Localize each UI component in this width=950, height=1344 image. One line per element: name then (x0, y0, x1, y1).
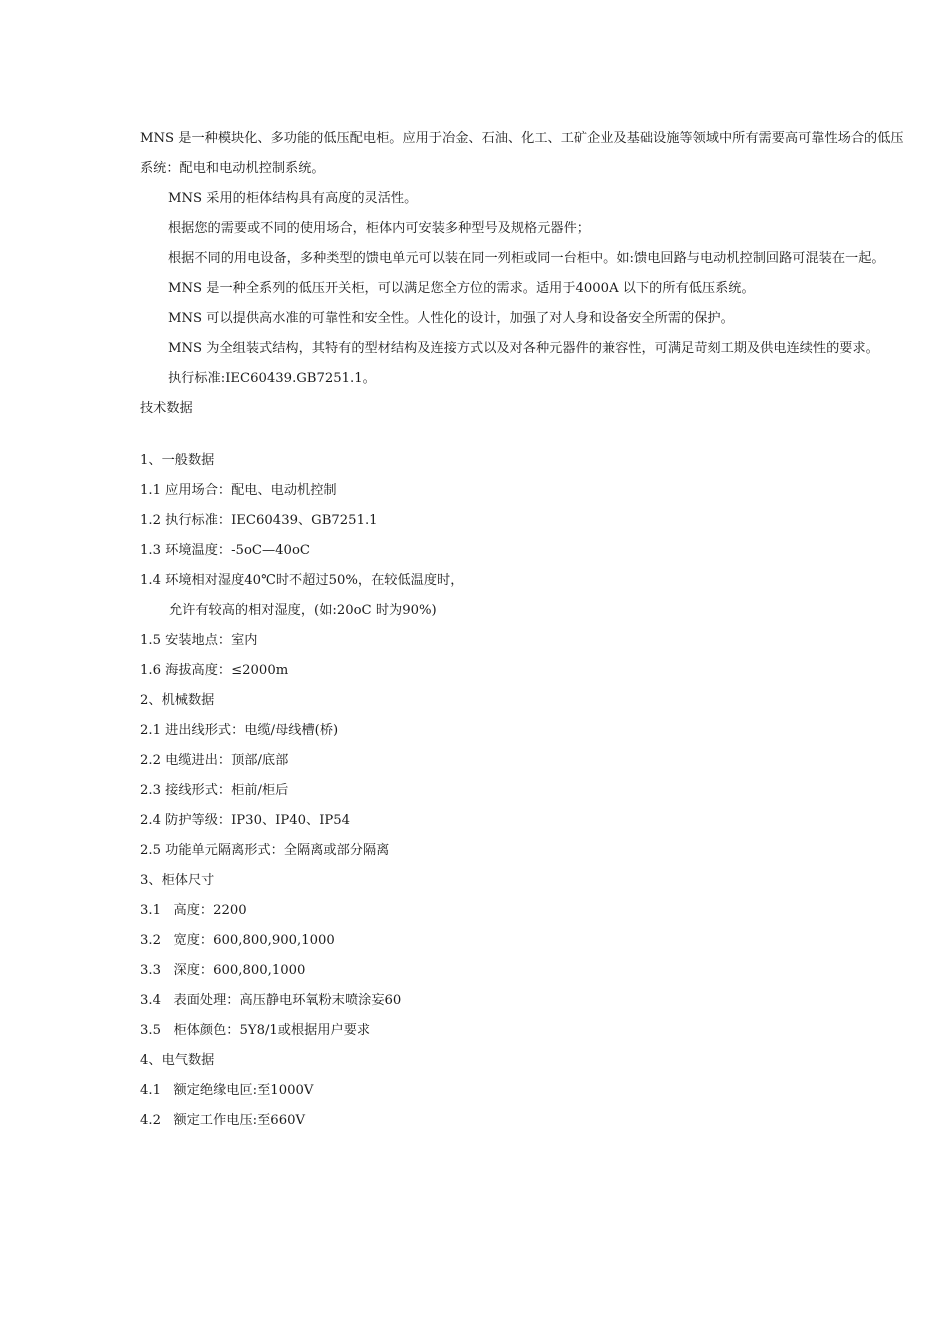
list-item-continuation: 允许有较高的相对湿度，(如:20oC 时为90%) (169, 603, 437, 618)
section-title: 4、电气数据 (140, 1053, 215, 1068)
intro-paragraph-2: MNS 采用的柜体结构具有高度的灵活性。 (168, 191, 418, 206)
list-item: 3.2 宽度：600,800,900,1000 (140, 933, 335, 948)
intro-paragraph-6: MNS 可以提供高水准的可靠性和安全性。人性化的设计，加强了对人身和设备安全所需的保护。 (168, 311, 734, 326)
list-item: 2.1 进出线形式：电缆/母线槽(桥) (140, 723, 339, 738)
section-mechanical (140, 686, 906, 866)
intro-paragraph-3: 根据您的需要或不同的使用场合，柜体内可安装多种型号及规格元器件； (168, 221, 590, 236)
intro-paragraph-8: 执行标准:IEC60439.GB7251.1。 (168, 371, 376, 386)
list-item: 4.2 额定工作电压:至660V (140, 1113, 305, 1128)
list-item: 2.5 功能单元隔离形式：全隔离或部分隔离 (140, 843, 390, 858)
document-body (140, 124, 906, 1136)
section-electrical (140, 1046, 906, 1136)
list-item: 4.1 额定绝缘电叵:至1000V (140, 1083, 314, 1098)
list-item: 1.4 环境相对湿度40℃时不超过50%，在较低温度时， (140, 573, 464, 588)
list-item: 3.1 高度：2200 (140, 903, 247, 918)
list-item: 3.3 深度：600,800,1000 (140, 963, 306, 978)
section-general (140, 446, 906, 686)
intro-paragraph-1: MNS 是一种模块化、多功能的低压配电柜。应用于冶金、石油、化工、工矿企业及基础设施等领域中所有需要高可靠性场合的低压系统：配电和电动机控制系统。 (140, 131, 904, 176)
list-item: 1.3 环境温度：-5oC—40oC (140, 543, 310, 558)
section-title: 2、机械数据 (140, 693, 215, 708)
section-cabinet-size (140, 866, 906, 1046)
list-item: 2.4 防护等级：IP30、IP40、IP54 (140, 813, 351, 828)
list-item: 2.3 接线形式：柜前/柜后 (140, 783, 289, 798)
list-item: 3.4 表面处理：高压静电环氧粉末喷涂妄60 (140, 993, 402, 1008)
intro-paragraph-4: 根据不同的用电设备，多种类型的馈电单元可以装在同一列柜或同一台柜中。如:馈电回路与电动机控制回路可混装在一起。 (168, 251, 885, 266)
list-item: 1.1 应用场合：配电、电动机控制 (140, 483, 337, 498)
list-item: 2.2 电缆进出：顶部/底部 (140, 753, 289, 768)
list-item: 1.2 执行标准：IEC60439、GB7251.1 (140, 513, 378, 528)
list-item: 1.5 安装地点：室内 (140, 633, 258, 648)
tech-data-title: 技术数据 (140, 401, 193, 416)
list-item: 1.6 海拔高度：≤2000m (140, 663, 289, 678)
intro-paragraph-7: MNS 为全组装式结构，其特有的型材结构及连接方式以及对各种元器件的兼容性，可满足苛刻工期及供电连续性的要求。 (168, 341, 879, 356)
section-title: 3、柜体尺寸 (140, 873, 215, 888)
section-title: 1、一般数据 (140, 453, 215, 468)
intro-paragraph-5: MNS 是一种全系列的低压开关柜，可以满足您全方位的需求。适用于4000A 以下的所有低压系统。 (168, 281, 755, 296)
list-item: 3.5 柜体颜色：5Y8/1或根据用户要求 (140, 1023, 371, 1038)
